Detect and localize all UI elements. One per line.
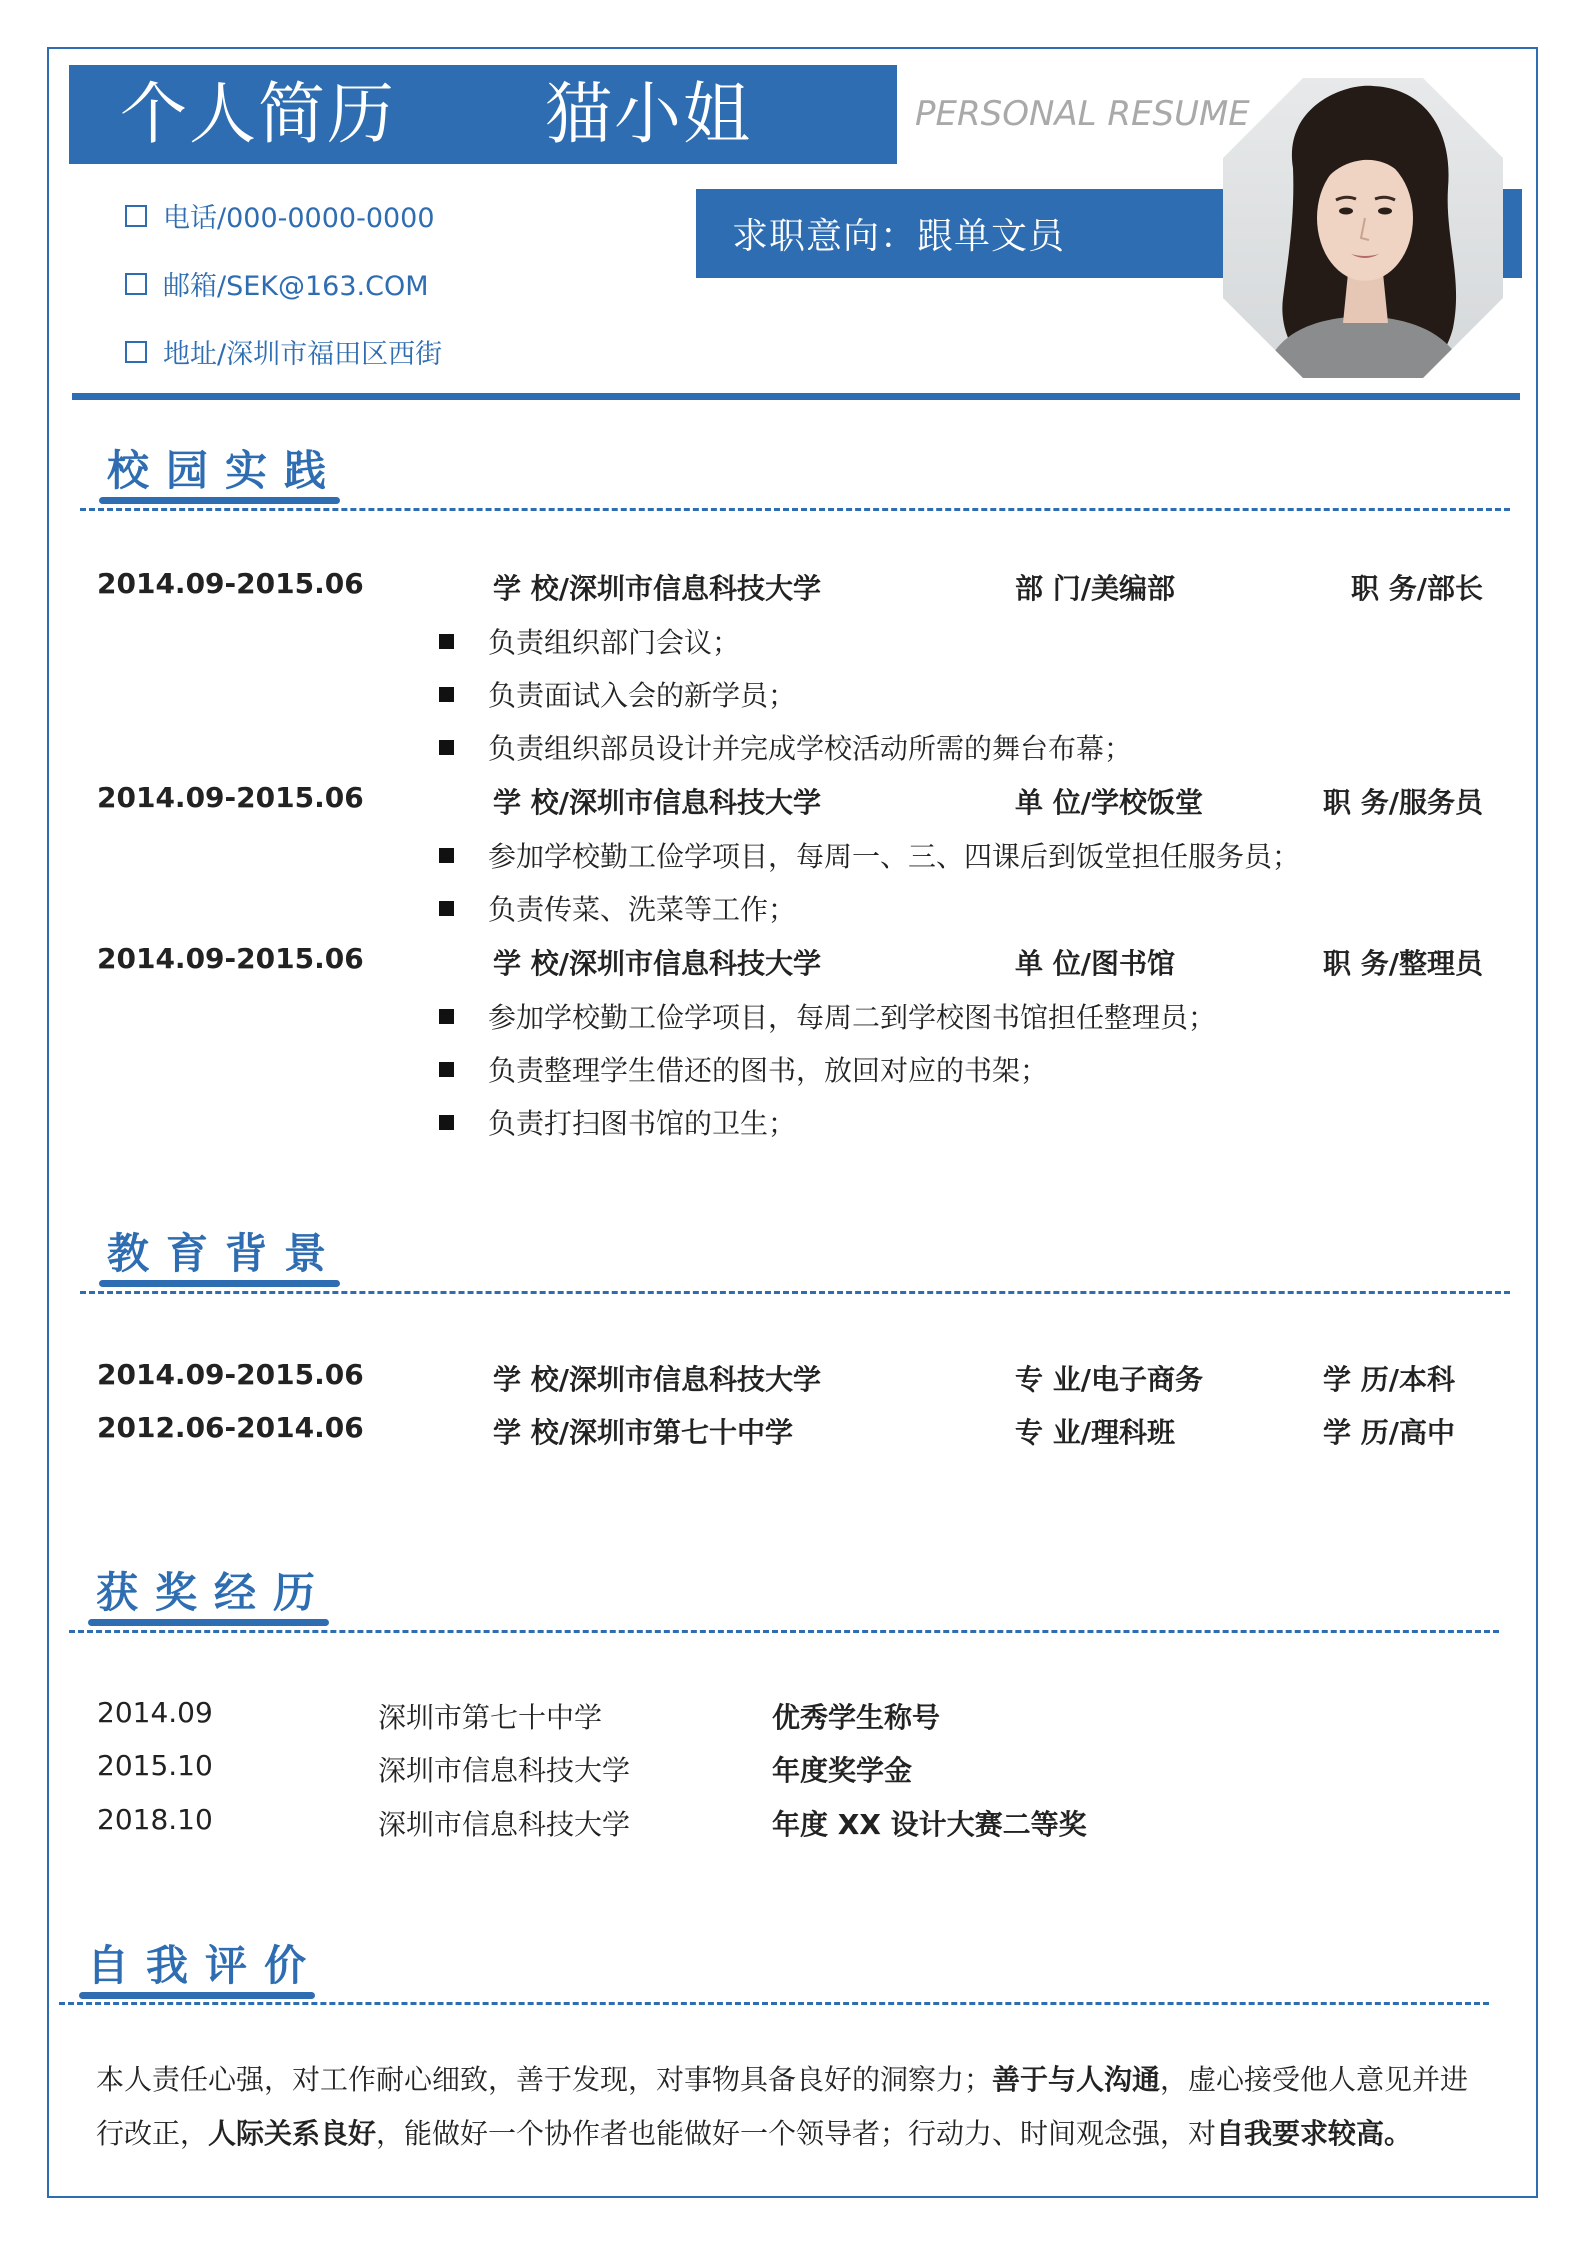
campus-role: 职 务/整理员 xyxy=(1323,947,1483,980)
bullet-icon xyxy=(439,740,454,755)
job-intent: 求职意向：跟单文员 xyxy=(732,216,1066,257)
checkbox-icon xyxy=(125,273,147,295)
award-name: 年度 XX 设计大赛二等奖 xyxy=(772,1808,1087,1841)
award-date: 2014.09 xyxy=(97,1696,213,1729)
education-date: 2012.06-2014.06 xyxy=(97,1411,364,1444)
section-underline xyxy=(79,1992,315,1999)
checkbox-icon xyxy=(125,341,147,363)
contact-address-text: 地址/深圳市福田区西街 xyxy=(163,339,443,370)
award-date: 2015.10 xyxy=(97,1749,213,1782)
campus-school: 学 校/深圳市信息科技大学 xyxy=(493,947,821,980)
list-item xyxy=(439,1049,1048,1089)
campus-role: 职 务/服务员 xyxy=(1323,786,1483,819)
bullet-icon xyxy=(439,1009,454,1024)
self-eval-segment: ，能做好一个协作者也能做好一个领导者；行动力、时间观念强，对 xyxy=(376,2117,1217,2150)
award-org: 深圳市信息科技大学 xyxy=(378,1808,631,1841)
section-title-awards: 获奖经历 xyxy=(96,1568,333,1617)
list-item-text: 负责打扫图书馆的卫生； xyxy=(488,1107,797,1140)
award-org: 深圳市第七十中学 xyxy=(378,1701,603,1734)
education-date: 2014.09-2015.06 xyxy=(97,1358,364,1391)
self-eval-highlight: 自我要求较高。 xyxy=(1216,2117,1413,2150)
contact-email-text: 邮箱/SEK@163.COM xyxy=(163,271,429,302)
section-underline xyxy=(99,1280,340,1287)
section-title-self-eval: 自我评价 xyxy=(87,1941,324,1990)
list-item-text: 负责面试入会的新学员； xyxy=(488,679,797,712)
contact-address xyxy=(125,332,442,371)
subtitle: PERSONAL RESUME xyxy=(915,94,1250,134)
list-item xyxy=(439,727,1132,767)
bullet-icon xyxy=(439,1062,454,1077)
education-degree: 学 历/本科 xyxy=(1323,1363,1455,1396)
header-divider xyxy=(72,393,1520,400)
campus-date: 2014.09-2015.06 xyxy=(97,567,364,600)
campus-unit: 部 门/美编部 xyxy=(1015,572,1175,605)
education-school: 学 校/深圳市信息科技大学 xyxy=(493,1363,821,1396)
self-evaluation-text xyxy=(96,2053,1496,2161)
bullet-icon xyxy=(439,848,454,863)
page-title: 个人简历 xyxy=(120,75,396,153)
list-item xyxy=(439,674,796,714)
section-underline xyxy=(88,1619,329,1626)
self-eval-segment: 本人责任心强，对工作耐心细致，善于发现，对事物具备良好的洞察力； xyxy=(96,2063,993,2096)
section-divider xyxy=(59,2002,1489,2005)
section-divider xyxy=(80,1291,1510,1294)
campus-date: 2014.09-2015.06 xyxy=(97,781,364,814)
list-item-text: 负责组织部门会议； xyxy=(488,626,741,659)
section-title-education: 教育背景 xyxy=(107,1229,344,1278)
education-degree: 学 历/高中 xyxy=(1323,1416,1455,1449)
bullet-icon xyxy=(439,634,454,649)
section-divider xyxy=(80,508,1510,511)
self-eval-segment: ，虚心接受他人意见并进行改正， xyxy=(96,2063,1469,2150)
award-date: 2018.10 xyxy=(97,1803,213,1836)
list-item xyxy=(439,835,1300,875)
education-major: 专 业/电子商务 xyxy=(1015,1363,1203,1396)
section-divider xyxy=(69,1630,1499,1633)
list-item-text: 负责组织部员设计并完成学校活动所需的舞台布幕； xyxy=(488,732,1133,765)
contact-phone xyxy=(125,196,435,235)
education-school: 学 校/深圳市第七十中学 xyxy=(493,1416,793,1449)
list-item-text: 负责整理学生借还的图书，放回对应的书架； xyxy=(488,1054,1049,1087)
bullet-icon xyxy=(439,1115,454,1130)
campus-school: 学 校/深圳市信息科技大学 xyxy=(493,786,821,819)
education-major: 专 业/理科班 xyxy=(1015,1416,1175,1449)
self-eval-highlight: 人际关系良好 xyxy=(208,2117,377,2150)
campus-unit: 单 位/学校饭堂 xyxy=(1015,786,1203,819)
campus-unit: 单 位/图书馆 xyxy=(1015,947,1175,980)
award-name: 优秀学生称号 xyxy=(772,1701,941,1734)
list-item-text: 参加学校勤工俭学项目，每周二到学校图书馆担任整理员； xyxy=(488,1001,1217,1034)
candidate-name: 猫小姐 xyxy=(545,75,752,153)
list-item-text: 负责传菜、洗菜等工作； xyxy=(488,893,797,926)
self-eval-highlight: 善于与人沟通 xyxy=(992,2063,1161,2096)
bullet-icon xyxy=(439,901,454,916)
checkbox-icon xyxy=(125,205,147,227)
award-name: 年度奖学金 xyxy=(772,1754,913,1787)
section-underline xyxy=(99,497,340,504)
profile-photo xyxy=(1223,78,1503,378)
list-item xyxy=(439,996,1216,1036)
award-org: 深圳市信息科技大学 xyxy=(378,1754,631,1787)
list-item xyxy=(439,888,796,928)
campus-school: 学 校/深圳市信息科技大学 xyxy=(493,572,821,605)
contact-phone-text: 电话/000-0000-0000 xyxy=(163,203,435,234)
list-item-text: 参加学校勤工俭学项目，每周一、三、四课后到饭堂担任服务员； xyxy=(488,840,1301,873)
campus-role: 职 务/部长 xyxy=(1351,572,1483,605)
campus-date: 2014.09-2015.06 xyxy=(97,942,364,975)
list-item xyxy=(439,621,740,661)
bullet-icon xyxy=(439,687,454,702)
contact-email xyxy=(125,264,429,303)
list-item xyxy=(439,1102,796,1142)
section-title-campus: 校园实践 xyxy=(107,446,344,495)
